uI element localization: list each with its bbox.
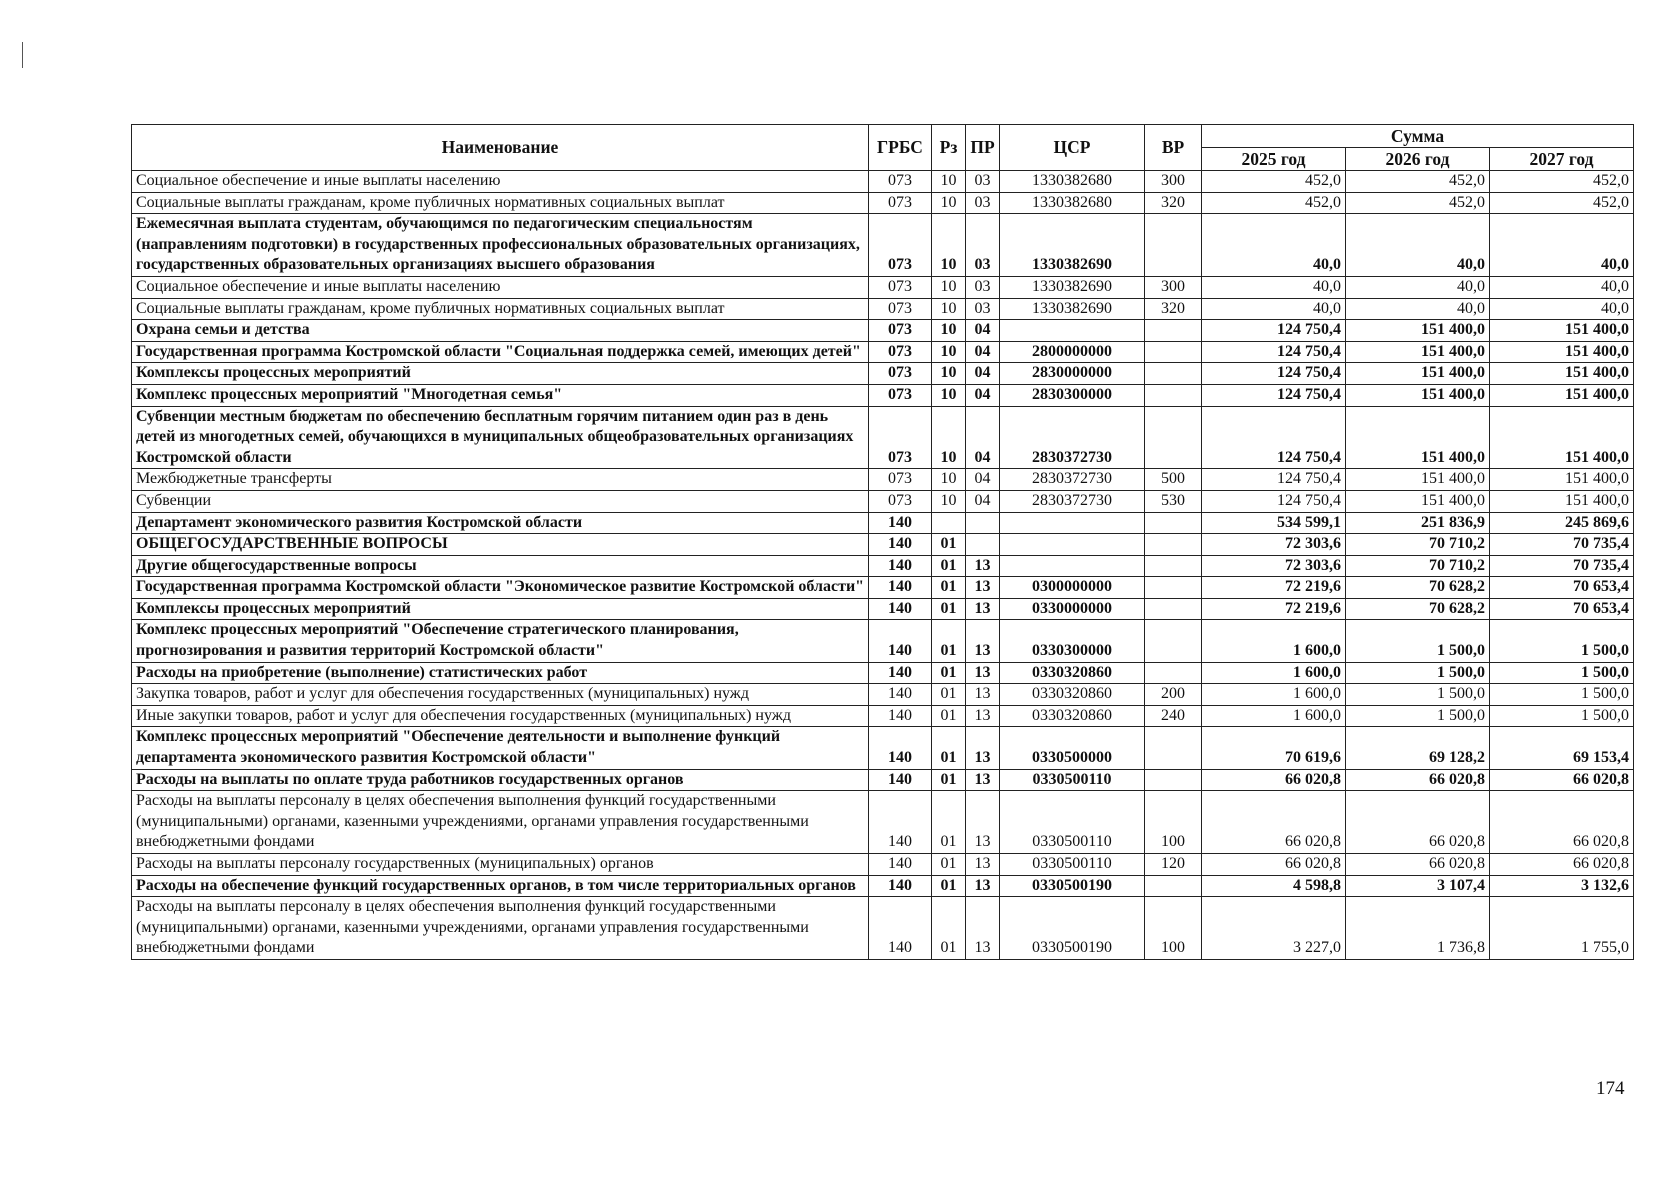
row-amount-2025: 124 750,4 bbox=[1202, 490, 1346, 512]
row-grbs: 140 bbox=[869, 727, 932, 769]
row-amount-2027: 151 400,0 bbox=[1490, 490, 1634, 512]
row-csr: 1330382680 bbox=[1000, 192, 1145, 214]
row-name: ОБЩЕГОСУДАРСТВЕННЫЕ ВОПРОСЫ bbox=[132, 534, 869, 556]
row-amount-2025: 40,0 bbox=[1202, 214, 1346, 277]
row-vr bbox=[1145, 727, 1202, 769]
page-number: 174 bbox=[1596, 1078, 1625, 1099]
row-amount-2027: 69 153,4 bbox=[1490, 727, 1634, 769]
row-amount-2026: 151 400,0 bbox=[1346, 363, 1490, 385]
header-grbs: ГРБС bbox=[869, 125, 932, 171]
row-vr bbox=[1145, 512, 1202, 534]
table-row bbox=[132, 320, 1634, 342]
row-name: Комплекс процессных мероприятий "Обеспечение стратегического планирования, прогнозирования и развития территорий Костромской области" bbox=[132, 620, 869, 662]
row-rz: 01 bbox=[932, 897, 966, 960]
table-row bbox=[132, 214, 1634, 277]
table-row bbox=[132, 171, 1634, 193]
row-vr bbox=[1145, 875, 1202, 897]
table-row bbox=[132, 769, 1634, 791]
row-name: Охрана семьи и детства bbox=[132, 320, 869, 342]
row-amount-2026: 452,0 bbox=[1346, 171, 1490, 193]
row-rz: 01 bbox=[932, 727, 966, 769]
row-grbs: 140 bbox=[869, 791, 932, 854]
table-row bbox=[132, 705, 1634, 727]
row-amount-2027: 1 500,0 bbox=[1490, 684, 1634, 706]
row-csr: 0330500190 bbox=[1000, 875, 1145, 897]
row-pr: 13 bbox=[966, 854, 1000, 876]
row-name: Департамент экономического развития Костромской области bbox=[132, 512, 869, 534]
header-year-2027: 2027 год bbox=[1490, 148, 1634, 171]
row-grbs: 073 bbox=[869, 490, 932, 512]
table-row bbox=[132, 363, 1634, 385]
row-grbs: 140 bbox=[869, 620, 932, 662]
row-vr bbox=[1145, 662, 1202, 684]
row-pr: 13 bbox=[966, 897, 1000, 960]
table-row bbox=[132, 897, 1634, 960]
row-grbs: 140 bbox=[869, 598, 932, 620]
row-amount-2027: 1 500,0 bbox=[1490, 662, 1634, 684]
row-amount-2025: 40,0 bbox=[1202, 276, 1346, 298]
row-csr: 0330500110 bbox=[1000, 854, 1145, 876]
budget-table bbox=[131, 124, 1634, 960]
row-amount-2025: 452,0 bbox=[1202, 192, 1346, 214]
row-rz: 01 bbox=[932, 684, 966, 706]
row-name: Расходы на выплаты персоналу в целях обеспечения выполнения функций государственными (муниципальными) органами, казенными учреждениями, органами управления государственными внебюджетными фондами bbox=[132, 791, 869, 854]
row-rz: 10 bbox=[932, 171, 966, 193]
row-name: Межбюджетные трансферты bbox=[132, 469, 869, 491]
row-pr: 13 bbox=[966, 875, 1000, 897]
row-csr: 2800000000 bbox=[1000, 341, 1145, 363]
row-name: Комплекс процессных мероприятий "Многодетная семья" bbox=[132, 384, 869, 406]
header-pr: ПР bbox=[966, 125, 1000, 171]
row-csr bbox=[1000, 512, 1145, 534]
row-amount-2025: 66 020,8 bbox=[1202, 791, 1346, 854]
row-pr: 13 bbox=[966, 684, 1000, 706]
row-pr: 03 bbox=[966, 276, 1000, 298]
row-grbs: 073 bbox=[869, 320, 932, 342]
row-rz: 10 bbox=[932, 469, 966, 491]
row-rz: 01 bbox=[932, 705, 966, 727]
row-amount-2026: 1 736,8 bbox=[1346, 897, 1490, 960]
table-row bbox=[132, 298, 1634, 320]
row-name: Расходы на приобретение (выполнение) статистических работ bbox=[132, 662, 869, 684]
row-pr: 04 bbox=[966, 384, 1000, 406]
row-amount-2027: 1 755,0 bbox=[1490, 897, 1634, 960]
row-vr: 240 bbox=[1145, 705, 1202, 727]
row-amount-2026: 151 400,0 bbox=[1346, 469, 1490, 491]
row-amount-2027: 1 500,0 bbox=[1490, 620, 1634, 662]
table-row bbox=[132, 577, 1634, 599]
table-row bbox=[132, 854, 1634, 876]
row-pr bbox=[966, 534, 1000, 556]
row-name: Социальные выплаты гражданам, кроме публичных нормативных социальных выплат bbox=[132, 192, 869, 214]
row-name: Другие общегосударственные вопросы bbox=[132, 555, 869, 577]
header-vr: ВР bbox=[1145, 125, 1202, 171]
row-amount-2025: 534 599,1 bbox=[1202, 512, 1346, 534]
row-grbs: 140 bbox=[869, 662, 932, 684]
row-amount-2027: 151 400,0 bbox=[1490, 384, 1634, 406]
row-name: Расходы на выплаты персоналу государственных (муниципальных) органов bbox=[132, 854, 869, 876]
row-amount-2026: 40,0 bbox=[1346, 298, 1490, 320]
row-vr bbox=[1145, 406, 1202, 469]
row-amount-2027: 3 132,6 bbox=[1490, 875, 1634, 897]
row-pr: 03 bbox=[966, 192, 1000, 214]
row-grbs: 073 bbox=[869, 384, 932, 406]
table-row bbox=[132, 192, 1634, 214]
row-vr: 200 bbox=[1145, 684, 1202, 706]
row-grbs: 073 bbox=[869, 298, 932, 320]
row-csr: 2830372730 bbox=[1000, 406, 1145, 469]
row-amount-2025: 4 598,8 bbox=[1202, 875, 1346, 897]
row-vr bbox=[1145, 363, 1202, 385]
row-amount-2025: 72 303,6 bbox=[1202, 555, 1346, 577]
row-csr: 2830372730 bbox=[1000, 469, 1145, 491]
row-rz: 10 bbox=[932, 490, 966, 512]
row-pr: 13 bbox=[966, 705, 1000, 727]
row-amount-2027: 1 500,0 bbox=[1490, 705, 1634, 727]
row-amount-2027: 40,0 bbox=[1490, 276, 1634, 298]
row-csr: 0330500110 bbox=[1000, 769, 1145, 791]
row-amount-2025: 124 750,4 bbox=[1202, 406, 1346, 469]
margin-mark bbox=[22, 42, 23, 68]
row-vr: 120 bbox=[1145, 854, 1202, 876]
row-pr: 13 bbox=[966, 620, 1000, 662]
row-amount-2025: 124 750,4 bbox=[1202, 363, 1346, 385]
row-vr: 320 bbox=[1145, 192, 1202, 214]
row-amount-2027: 70 735,4 bbox=[1490, 555, 1634, 577]
row-rz: 01 bbox=[932, 662, 966, 684]
row-grbs: 140 bbox=[869, 512, 932, 534]
row-pr: 04 bbox=[966, 341, 1000, 363]
row-csr bbox=[1000, 555, 1145, 577]
row-amount-2027: 245 869,6 bbox=[1490, 512, 1634, 534]
header-csr: ЦСР bbox=[1000, 125, 1145, 171]
table-row bbox=[132, 791, 1634, 854]
row-amount-2025: 124 750,4 bbox=[1202, 469, 1346, 491]
table-row bbox=[132, 620, 1634, 662]
row-amount-2027: 452,0 bbox=[1490, 171, 1634, 193]
header-year-2026: 2026 год bbox=[1346, 148, 1490, 171]
row-amount-2026: 251 836,9 bbox=[1346, 512, 1490, 534]
row-grbs: 140 bbox=[869, 534, 932, 556]
row-rz: 01 bbox=[932, 620, 966, 662]
row-vr: 530 bbox=[1145, 490, 1202, 512]
row-name: Ежемесячная выплата студентам, обучающимся по педагогическим специальностям (направлениям подготовки) в государственных профессиональных образовательных организациях, государственных образовательных организациях высшего образования bbox=[132, 214, 869, 277]
row-name: Расходы на обеспечение функций государственных органов, в том числе территориальных органов bbox=[132, 875, 869, 897]
row-amount-2027: 66 020,8 bbox=[1490, 769, 1634, 791]
row-pr: 04 bbox=[966, 406, 1000, 469]
header-year-2025: 2025 год bbox=[1202, 148, 1346, 171]
row-pr: 04 bbox=[966, 363, 1000, 385]
row-vr: 300 bbox=[1145, 276, 1202, 298]
row-amount-2025: 124 750,4 bbox=[1202, 320, 1346, 342]
row-csr: 0330500000 bbox=[1000, 727, 1145, 769]
row-pr: 03 bbox=[966, 214, 1000, 277]
table-row bbox=[132, 555, 1634, 577]
row-grbs: 140 bbox=[869, 897, 932, 960]
table-row bbox=[132, 875, 1634, 897]
row-rz: 01 bbox=[932, 791, 966, 854]
row-vr bbox=[1145, 620, 1202, 662]
row-csr: 1330382690 bbox=[1000, 298, 1145, 320]
row-name: Государственная программа Костромской области "Экономическое развитие Костромской области" bbox=[132, 577, 869, 599]
row-csr: 1330382690 bbox=[1000, 276, 1145, 298]
row-vr bbox=[1145, 769, 1202, 791]
row-pr: 04 bbox=[966, 490, 1000, 512]
row-pr bbox=[966, 512, 1000, 534]
table-row bbox=[132, 276, 1634, 298]
row-amount-2027: 70 653,4 bbox=[1490, 577, 1634, 599]
row-pr: 13 bbox=[966, 769, 1000, 791]
row-rz: 10 bbox=[932, 192, 966, 214]
row-amount-2025: 72 219,6 bbox=[1202, 577, 1346, 599]
row-grbs: 073 bbox=[869, 276, 932, 298]
row-grbs: 140 bbox=[869, 577, 932, 599]
row-vr bbox=[1145, 341, 1202, 363]
row-grbs: 140 bbox=[869, 854, 932, 876]
row-amount-2025: 3 227,0 bbox=[1202, 897, 1346, 960]
row-amount-2026: 1 500,0 bbox=[1346, 684, 1490, 706]
row-csr: 1330382680 bbox=[1000, 171, 1145, 193]
row-amount-2027: 151 400,0 bbox=[1490, 341, 1634, 363]
row-amount-2027: 66 020,8 bbox=[1490, 854, 1634, 876]
row-pr: 13 bbox=[966, 555, 1000, 577]
row-name: Государственная программа Костромской области "Социальная поддержка семей, имеющих детей" bbox=[132, 341, 869, 363]
row-rz bbox=[932, 512, 966, 534]
row-csr: 0300000000 bbox=[1000, 577, 1145, 599]
row-rz: 01 bbox=[932, 555, 966, 577]
row-pr: 04 bbox=[966, 320, 1000, 342]
row-amount-2025: 1 600,0 bbox=[1202, 705, 1346, 727]
row-amount-2026: 151 400,0 bbox=[1346, 490, 1490, 512]
row-csr: 0330320860 bbox=[1000, 684, 1145, 706]
row-vr bbox=[1145, 320, 1202, 342]
row-name: Комплексы процессных мероприятий bbox=[132, 598, 869, 620]
row-amount-2025: 124 750,4 bbox=[1202, 341, 1346, 363]
table-row bbox=[132, 727, 1634, 769]
row-grbs: 073 bbox=[869, 363, 932, 385]
row-amount-2027: 70 735,4 bbox=[1490, 534, 1634, 556]
row-amount-2026: 40,0 bbox=[1346, 276, 1490, 298]
row-amount-2026: 70 710,2 bbox=[1346, 534, 1490, 556]
table-row bbox=[132, 469, 1634, 491]
row-name: Социальное обеспечение и иные выплаты населению bbox=[132, 171, 869, 193]
row-rz: 10 bbox=[932, 341, 966, 363]
row-amount-2027: 151 400,0 bbox=[1490, 469, 1634, 491]
table-row bbox=[132, 384, 1634, 406]
row-pr: 13 bbox=[966, 791, 1000, 854]
row-vr: 100 bbox=[1145, 897, 1202, 960]
row-rz: 01 bbox=[932, 854, 966, 876]
table-row bbox=[132, 598, 1634, 620]
row-amount-2026: 70 628,2 bbox=[1346, 577, 1490, 599]
row-pr: 03 bbox=[966, 298, 1000, 320]
row-rz: 10 bbox=[932, 406, 966, 469]
row-pr: 13 bbox=[966, 727, 1000, 769]
row-amount-2026: 3 107,4 bbox=[1346, 875, 1490, 897]
row-amount-2025: 72 303,6 bbox=[1202, 534, 1346, 556]
row-csr bbox=[1000, 534, 1145, 556]
row-name: Иные закупки товаров, работ и услуг для обеспечения государственных (муниципальных) нужд bbox=[132, 705, 869, 727]
row-grbs: 140 bbox=[869, 705, 932, 727]
row-vr bbox=[1145, 384, 1202, 406]
row-name: Субвенции местным бюджетам по обеспечению бесплатным горячим питанием один раз в день детей из многодетных семей, обучающихся в муниципальных общеобразовательных организациях Костромской области bbox=[132, 406, 869, 469]
row-vr bbox=[1145, 577, 1202, 599]
row-amount-2025: 1 600,0 bbox=[1202, 620, 1346, 662]
table-row bbox=[132, 662, 1634, 684]
row-grbs: 073 bbox=[869, 214, 932, 277]
row-amount-2026: 151 400,0 bbox=[1346, 341, 1490, 363]
row-amount-2026: 70 710,2 bbox=[1346, 555, 1490, 577]
row-vr bbox=[1145, 214, 1202, 277]
table-row bbox=[132, 534, 1634, 556]
row-grbs: 140 bbox=[869, 555, 932, 577]
row-vr: 500 bbox=[1145, 469, 1202, 491]
row-amount-2025: 452,0 bbox=[1202, 171, 1346, 193]
row-rz: 10 bbox=[932, 320, 966, 342]
row-amount-2026: 1 500,0 bbox=[1346, 705, 1490, 727]
row-rz: 01 bbox=[932, 577, 966, 599]
row-grbs: 073 bbox=[869, 192, 932, 214]
row-csr bbox=[1000, 320, 1145, 342]
row-amount-2027: 452,0 bbox=[1490, 192, 1634, 214]
row-amount-2025: 66 020,8 bbox=[1202, 854, 1346, 876]
row-amount-2027: 40,0 bbox=[1490, 298, 1634, 320]
row-vr bbox=[1145, 598, 1202, 620]
row-csr: 2830372730 bbox=[1000, 490, 1145, 512]
row-csr: 2830000000 bbox=[1000, 363, 1145, 385]
row-amount-2025: 66 020,8 bbox=[1202, 769, 1346, 791]
table-row bbox=[132, 406, 1634, 469]
row-rz: 10 bbox=[932, 384, 966, 406]
row-grbs: 073 bbox=[869, 171, 932, 193]
row-vr: 320 bbox=[1145, 298, 1202, 320]
header-rz: Рз bbox=[932, 125, 966, 171]
row-amount-2027: 66 020,8 bbox=[1490, 791, 1634, 854]
row-amount-2025: 72 219,6 bbox=[1202, 598, 1346, 620]
row-csr: 0330500190 bbox=[1000, 897, 1145, 960]
row-csr: 2830300000 bbox=[1000, 384, 1145, 406]
row-vr: 100 bbox=[1145, 791, 1202, 854]
row-vr bbox=[1145, 555, 1202, 577]
row-rz: 10 bbox=[932, 214, 966, 277]
table-row bbox=[132, 684, 1634, 706]
row-amount-2025: 40,0 bbox=[1202, 298, 1346, 320]
header-name: Наименование bbox=[132, 125, 869, 171]
row-name: Комплекс процессных мероприятий "Обеспечение деятельности и выполнение функций департамента экономического развития Костромской области" bbox=[132, 727, 869, 769]
row-csr: 0330320860 bbox=[1000, 662, 1145, 684]
row-amount-2026: 452,0 bbox=[1346, 192, 1490, 214]
row-grbs: 073 bbox=[869, 469, 932, 491]
row-amount-2025: 1 600,0 bbox=[1202, 662, 1346, 684]
row-name: Субвенции bbox=[132, 490, 869, 512]
row-amount-2027: 151 400,0 bbox=[1490, 406, 1634, 469]
row-rz: 01 bbox=[932, 598, 966, 620]
row-vr bbox=[1145, 534, 1202, 556]
row-pr: 13 bbox=[966, 598, 1000, 620]
row-amount-2027: 40,0 bbox=[1490, 214, 1634, 277]
row-grbs: 140 bbox=[869, 769, 932, 791]
row-amount-2026: 66 020,8 bbox=[1346, 854, 1490, 876]
row-amount-2025: 70 619,6 bbox=[1202, 727, 1346, 769]
row-name: Социальные выплаты гражданам, кроме публичных нормативных социальных выплат bbox=[132, 298, 869, 320]
row-rz: 01 bbox=[932, 769, 966, 791]
row-rz: 10 bbox=[932, 276, 966, 298]
row-name: Расходы на выплаты по оплате труда работников государственных органов bbox=[132, 769, 869, 791]
row-grbs: 140 bbox=[869, 875, 932, 897]
row-pr: 04 bbox=[966, 469, 1000, 491]
row-csr: 0330300000 bbox=[1000, 620, 1145, 662]
row-pr: 13 bbox=[966, 662, 1000, 684]
table-row bbox=[132, 490, 1634, 512]
row-amount-2026: 40,0 bbox=[1346, 214, 1490, 277]
row-rz: 01 bbox=[932, 875, 966, 897]
row-amount-2026: 151 400,0 bbox=[1346, 320, 1490, 342]
row-rz: 10 bbox=[932, 298, 966, 320]
table-row bbox=[132, 341, 1634, 363]
row-csr: 0330500110 bbox=[1000, 791, 1145, 854]
row-vr: 300 bbox=[1145, 171, 1202, 193]
row-pr: 13 bbox=[966, 577, 1000, 599]
row-name: Расходы на выплаты персоналу в целях обеспечения выполнения функций государственными (муниципальными) органами, казенными учреждениями, органами управления государственными внебюджетными фондами bbox=[132, 897, 869, 960]
row-rz: 10 bbox=[932, 363, 966, 385]
row-amount-2026: 151 400,0 bbox=[1346, 406, 1490, 469]
row-amount-2027: 151 400,0 bbox=[1490, 363, 1634, 385]
row-csr: 0330320860 bbox=[1000, 705, 1145, 727]
row-amount-2025: 1 600,0 bbox=[1202, 684, 1346, 706]
row-amount-2026: 66 020,8 bbox=[1346, 791, 1490, 854]
row-amount-2025: 124 750,4 bbox=[1202, 384, 1346, 406]
row-pr: 03 bbox=[966, 171, 1000, 193]
row-csr: 1330382690 bbox=[1000, 214, 1145, 277]
row-amount-2027: 151 400,0 bbox=[1490, 320, 1634, 342]
row-amount-2026: 70 628,2 bbox=[1346, 598, 1490, 620]
row-grbs: 073 bbox=[869, 341, 932, 363]
row-rz: 01 bbox=[932, 534, 966, 556]
row-name: Социальное обеспечение и иные выплаты населению bbox=[132, 276, 869, 298]
row-grbs: 140 bbox=[869, 684, 932, 706]
row-amount-2027: 70 653,4 bbox=[1490, 598, 1634, 620]
table-row bbox=[132, 512, 1634, 534]
row-amount-2026: 151 400,0 bbox=[1346, 384, 1490, 406]
header-sum: Сумма bbox=[1202, 125, 1634, 148]
row-name: Комплексы процессных мероприятий bbox=[132, 363, 869, 385]
row-amount-2026: 66 020,8 bbox=[1346, 769, 1490, 791]
row-amount-2026: 1 500,0 bbox=[1346, 620, 1490, 662]
row-amount-2026: 1 500,0 bbox=[1346, 662, 1490, 684]
row-amount-2026: 69 128,2 bbox=[1346, 727, 1490, 769]
row-grbs: 073 bbox=[869, 406, 932, 469]
row-name: Закупка товаров, работ и услуг для обеспечения государственных (муниципальных) нужд bbox=[132, 684, 869, 706]
row-csr: 0330000000 bbox=[1000, 598, 1145, 620]
